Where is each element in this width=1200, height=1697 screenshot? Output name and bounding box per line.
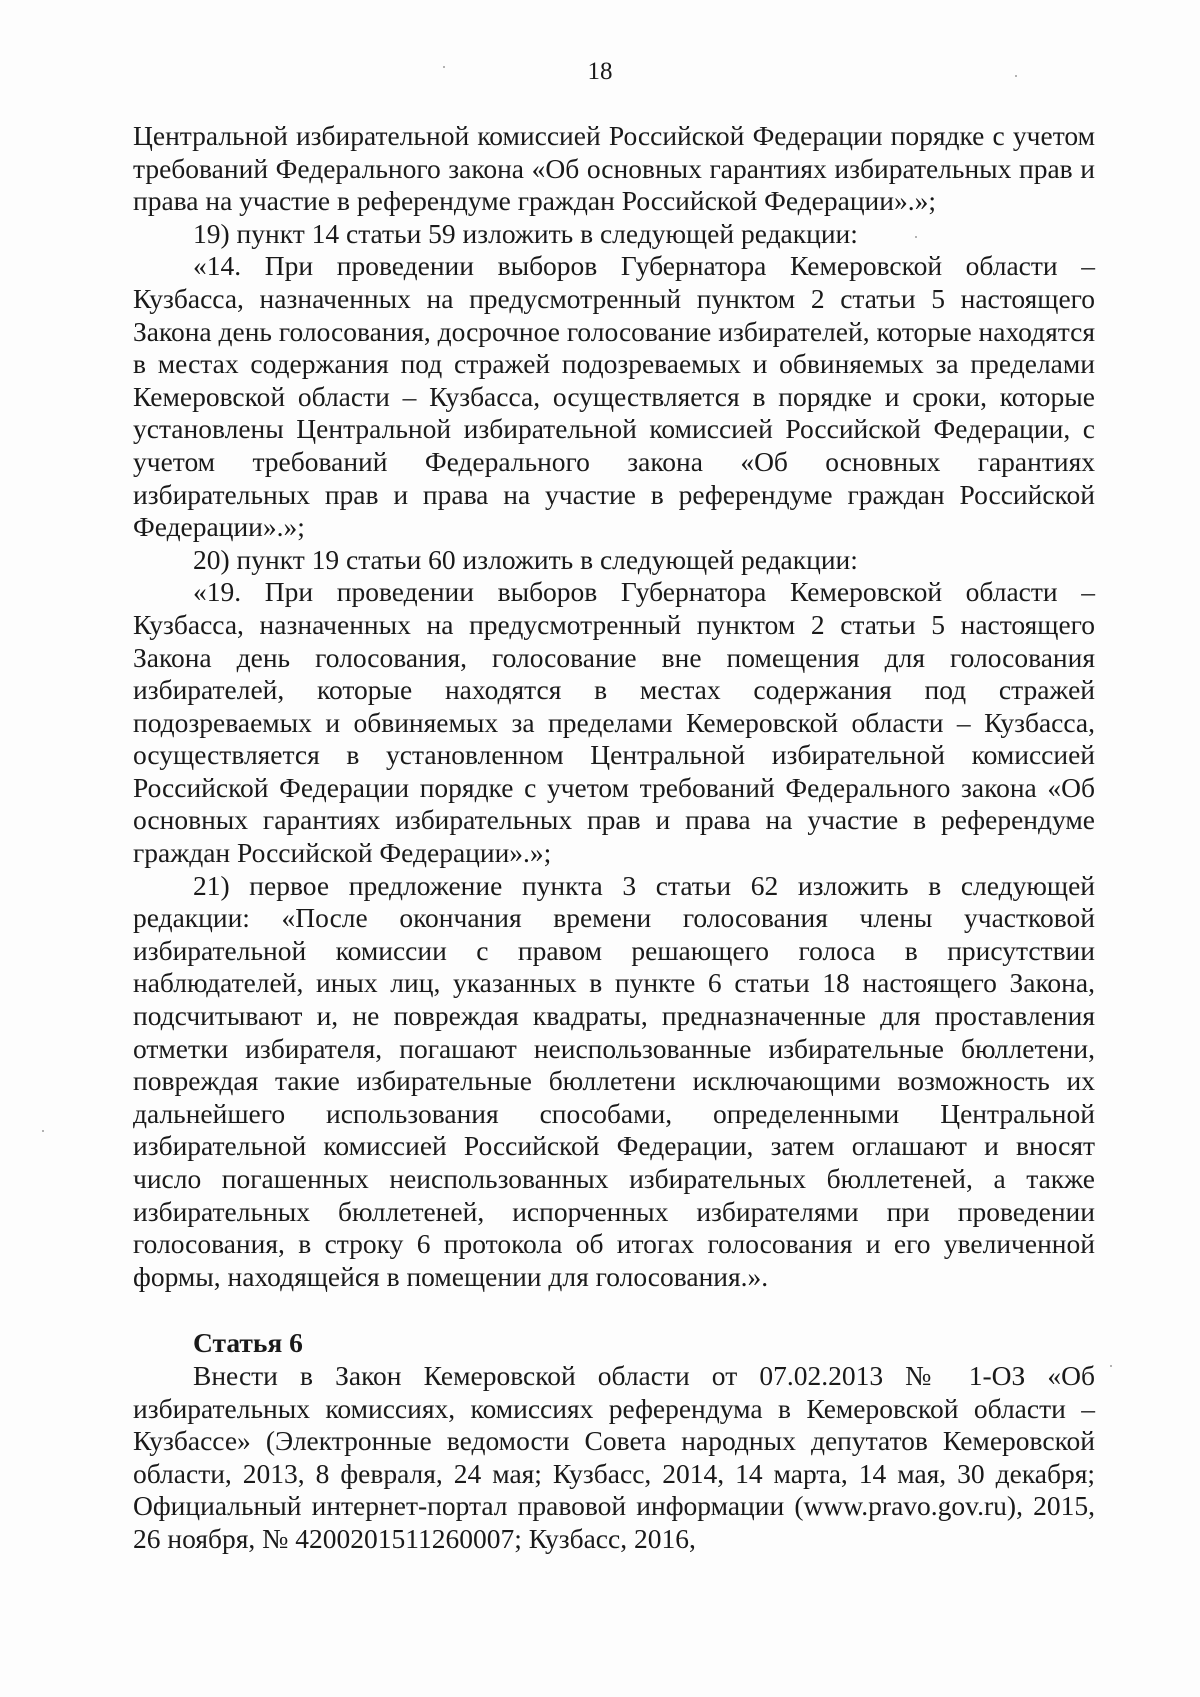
paragraph-item-19: 19) пункт 14 статьи 59 изложить в следующей редакции: — [193, 217, 858, 249]
scan-speck — [1110, 1365, 1112, 1367]
scan-speck — [1015, 75, 1017, 77]
document-body — [133, 120, 1095, 1556]
paragraph-continuation: Центральной избирательной комиссией Российской Федерации порядке с учетом требований Федерального закона «Об основных гарантиях избирательных прав и права на участие в референдуме граждан Российской Федерации».»; — [133, 120, 1095, 217]
paragraph-item-20-text: «19. При проведении выборов Губернатора Кемеровской области – Кузбасса, назначенных на предусмотренный пунктом 2 статьи 5 настоящего Закона день голосования, голосование вне помещения для голосования избирателей, которые находятся в местах содержания под стражей подозреваемых и обвиняемых за пределами Кемеровской области – Кузбасса, осуществляется в установленном Центральной избирательной комиссией Российской Федерации порядке с учетом требований Федерального закона «Об основных гарантиях избирательных прав и права на участие в референдуме граждан Российской Федерации».»; — [133, 576, 1095, 869]
paragraph-item-20: 20) пункт 19 статьи 60 изложить в следующей редакции: — [193, 543, 858, 575]
paragraph-item-21: 21) первое предложение пункта 3 статьи 62 изложить в следующей редакции: «После окончания времени голосования члены участковой избирательной комиссии с правом решающего голоса в присутствии наблюдателей, иных лиц, указанных в пункте 6 статьи 18 настоящего Закона, подсчитывают и, не повреждая квадраты, предназначенные для проставления отметки избирателя, погашают неиспользованные избирательные бюллетени, повреждая такие избирательные бюллетени исключающими возможность их дальнейшего использования способами, определенными Центральной избирательной комиссией Российской Федерации, затем оглашают и вносят число погашенных неиспользованных избирательных бюллетеней, а также избирательных бюллетеней, испорченных избирателями при проведении голосования, в строку 6 протокола об итогах голосования и его увеличенной формы, находящейся в помещении для голосования.». — [133, 869, 1095, 1292]
page-number: 18 — [587, 58, 613, 85]
scan-speck — [443, 66, 445, 68]
article-text: Внести в Закон Кемеровской области от 07.02.2013 № 1-ОЗ «Об избирательных комиссиях, комиссиях референдума в Кемеровской области – Кузбассе» (Электронные ведомости Совета народных депутатов Кемеровской области, 2013, 8 февраля, 24 мая; Кузбасс, 2014, 14 марта, 14 мая, 30 декабря; Официальный интернет-портал правовой информации (www.pravo.gov.ru), 2015, 26 ноября, № 4200201511260007; Кузбасс, 2016, — [133, 1359, 1095, 1554]
article-heading: Статья 6 — [193, 1327, 303, 1359]
scan-speck — [42, 1130, 44, 1132]
paragraph-item-19-text: «14. При проведении выборов Губернатора Кемеровской области – Кузбасса, назначенных на предусмотренный пунктом 2 статьи 5 настоящего Закона день голосования, досрочное голосование избирателей, которые находятся в местах содержания под стражей подозреваемых и обвиняемых за пределами Кемеровской области – Кузбасса, осуществляется в порядке и сроки, которые установлены Центральной избирательной комиссией Российской Федерации, с учетом требований Федерального закона «Об основных гарантиях избирательных прав и права на участие в референдуме граждан Российской Федерации».»; — [133, 250, 1095, 543]
